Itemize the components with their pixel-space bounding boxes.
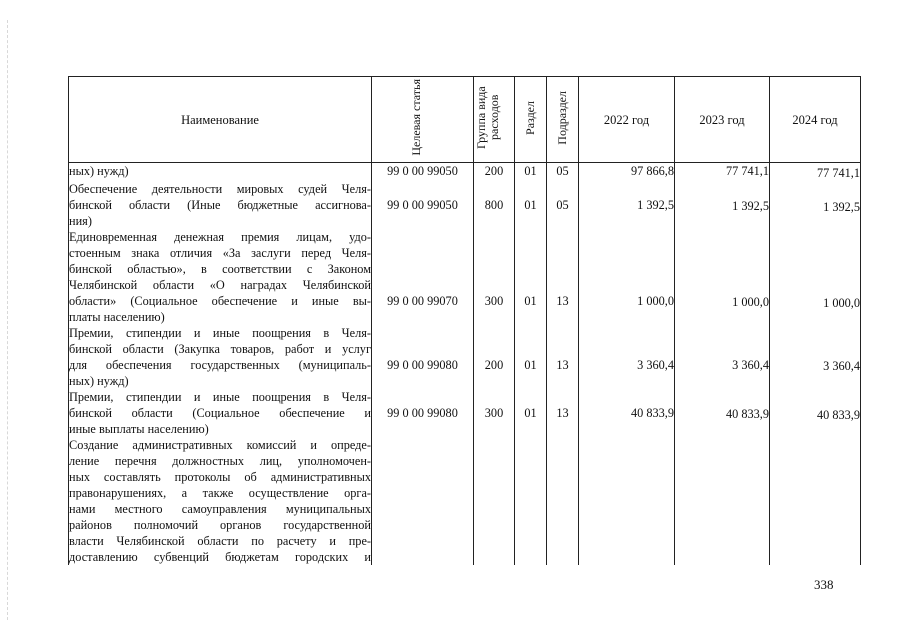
row-name-cell — [69, 181, 372, 229]
header-year-2022: 2022 год — [579, 77, 675, 163]
row-name-line: для обеспечения государственных (муниципаль- — [69, 358, 371, 372]
row-expense-group: 800 — [474, 181, 515, 229]
row-value-2022: 97 866,8 — [579, 163, 675, 182]
row-name-line: бинской областью», в соответствии с Законом — [69, 262, 371, 276]
row-target-article: 99 0 00 99080 — [372, 325, 474, 389]
row-target-article: 99 0 00 99070 — [372, 229, 474, 325]
row-name-line: Создание административных комиссий и опреде- — [69, 438, 371, 452]
header-section: Раздел — [515, 77, 547, 163]
budget-table — [68, 76, 861, 565]
table-header-row — [69, 77, 861, 163]
row-value-2024: 1 392,5 — [770, 181, 861, 229]
row-expense-group: 300 — [474, 229, 515, 325]
row-name-line: бинской области (Иные бюджетные ассигнова- — [69, 198, 371, 212]
table-row — [69, 325, 861, 389]
row-name-line: ных) нужд) — [69, 374, 129, 388]
row-name-line: Премии, стипендии и иные поощрения в Челя- — [69, 390, 371, 404]
row-value-2022: 3 360,4 — [579, 325, 675, 389]
header-subsection: Подраздел — [547, 77, 579, 163]
row-expense-group: 200 — [474, 163, 515, 182]
table-row — [69, 437, 861, 565]
row-target-article — [372, 437, 474, 565]
row-expense-group: 300 — [474, 389, 515, 437]
row-value-2024: 77 741,1 — [770, 163, 861, 182]
row-value-2022 — [579, 437, 675, 565]
table-row — [69, 163, 861, 182]
row-name-line: ния) — [69, 214, 92, 228]
table-body — [69, 163, 861, 566]
row-name-cell — [69, 325, 372, 389]
row-value-2024: 3 360,4 — [770, 325, 861, 389]
row-name-line: доставлению субвенций бюджетам городских и — [69, 550, 371, 564]
row-name-line: нами местного самоуправления муниципальных — [69, 502, 371, 516]
row-name-line: власти Челябинской области по расчету и пре- — [69, 534, 371, 548]
row-subsection: 13 — [547, 389, 579, 437]
row-name-cell — [69, 229, 372, 325]
table-row — [69, 229, 861, 325]
row-section: 01 — [515, 389, 547, 437]
row-value-2024: 40 833,9 — [770, 389, 861, 437]
header-name: Наименование — [69, 77, 372, 163]
table-row — [69, 181, 861, 229]
row-target-article: 99 0 00 99080 — [372, 389, 474, 437]
row-name-line: правонарушениях, а также осуществление орга- — [69, 486, 371, 500]
table-row — [69, 389, 861, 437]
row-section: 01 — [515, 325, 547, 389]
row-name-cell — [69, 437, 372, 565]
row-name-line: области» (Социальное обеспечение и иные вы- — [69, 294, 371, 308]
row-name-line: Единовременная денежная премия лицам, удо- — [69, 230, 371, 244]
row-name-line: Челябинской области «О наградах Челябинской — [69, 278, 371, 292]
header-expense-group: Группа вида расходов — [474, 77, 515, 163]
row-subsection: 05 — [547, 163, 579, 182]
row-subsection: 05 — [547, 181, 579, 229]
row-name-line: районов полномочий органов государственной — [69, 518, 371, 532]
row-name-cell — [69, 163, 372, 182]
row-name-line: платы населению) — [69, 310, 165, 324]
row-name-cell — [69, 389, 372, 437]
row-subsection: 13 — [547, 325, 579, 389]
row-expense-group — [474, 437, 515, 565]
row-name-line: бинской области (Закупка товаров, работ и услуг — [69, 342, 371, 356]
header-year-2023: 2023 год — [675, 77, 770, 163]
row-subsection: 13 — [547, 229, 579, 325]
row-value-2022: 1 000,0 — [579, 229, 675, 325]
row-value-2023: 1 000,0 — [675, 229, 770, 325]
row-value-2023: 40 833,9 — [675, 389, 770, 437]
row-name-line: Обеспечение деятельности мировых судей Челя- — [69, 182, 371, 196]
row-target-article: 99 0 00 99050 — [372, 181, 474, 229]
row-name-line: бинской области (Социальное обеспечение и — [69, 406, 371, 420]
row-name-line: иные выплаты населению) — [69, 422, 209, 436]
row-section: 01 — [515, 229, 547, 325]
row-name-line: ных составлять протоколы об административных — [69, 470, 371, 484]
row-value-2023: 1 392,5 — [675, 181, 770, 229]
row-name-line: Премии, стипендии и иные поощрения в Челя- — [69, 326, 371, 340]
row-target-article: 99 0 00 99050 — [372, 163, 474, 182]
row-expense-group: 200 — [474, 325, 515, 389]
header-year-2024: 2024 год — [770, 77, 861, 163]
row-section — [515, 437, 547, 565]
row-value-2024: 1 000,0 — [770, 229, 861, 325]
row-name-line: стоенным знака отличия «За заслуги перед Челя- — [69, 246, 371, 260]
row-value-2023 — [675, 437, 770, 565]
row-name-line: ных) нужд) — [69, 164, 129, 178]
row-name-line: ление перечня должностных лиц, уполномочен- — [69, 454, 371, 468]
row-section: 01 — [515, 181, 547, 229]
row-section: 01 — [515, 163, 547, 182]
row-subsection — [547, 437, 579, 565]
row-value-2023: 3 360,4 — [675, 325, 770, 389]
scan-margin-line — [7, 20, 8, 620]
row-value-2022: 40 833,9 — [579, 389, 675, 437]
header-target-article: Целевая статья — [372, 77, 474, 163]
page-number: 338 — [814, 577, 834, 592]
row-value-2022: 1 392,5 — [579, 181, 675, 229]
row-value-2023: 77 741,1 — [675, 163, 770, 182]
row-value-2024 — [770, 437, 861, 565]
